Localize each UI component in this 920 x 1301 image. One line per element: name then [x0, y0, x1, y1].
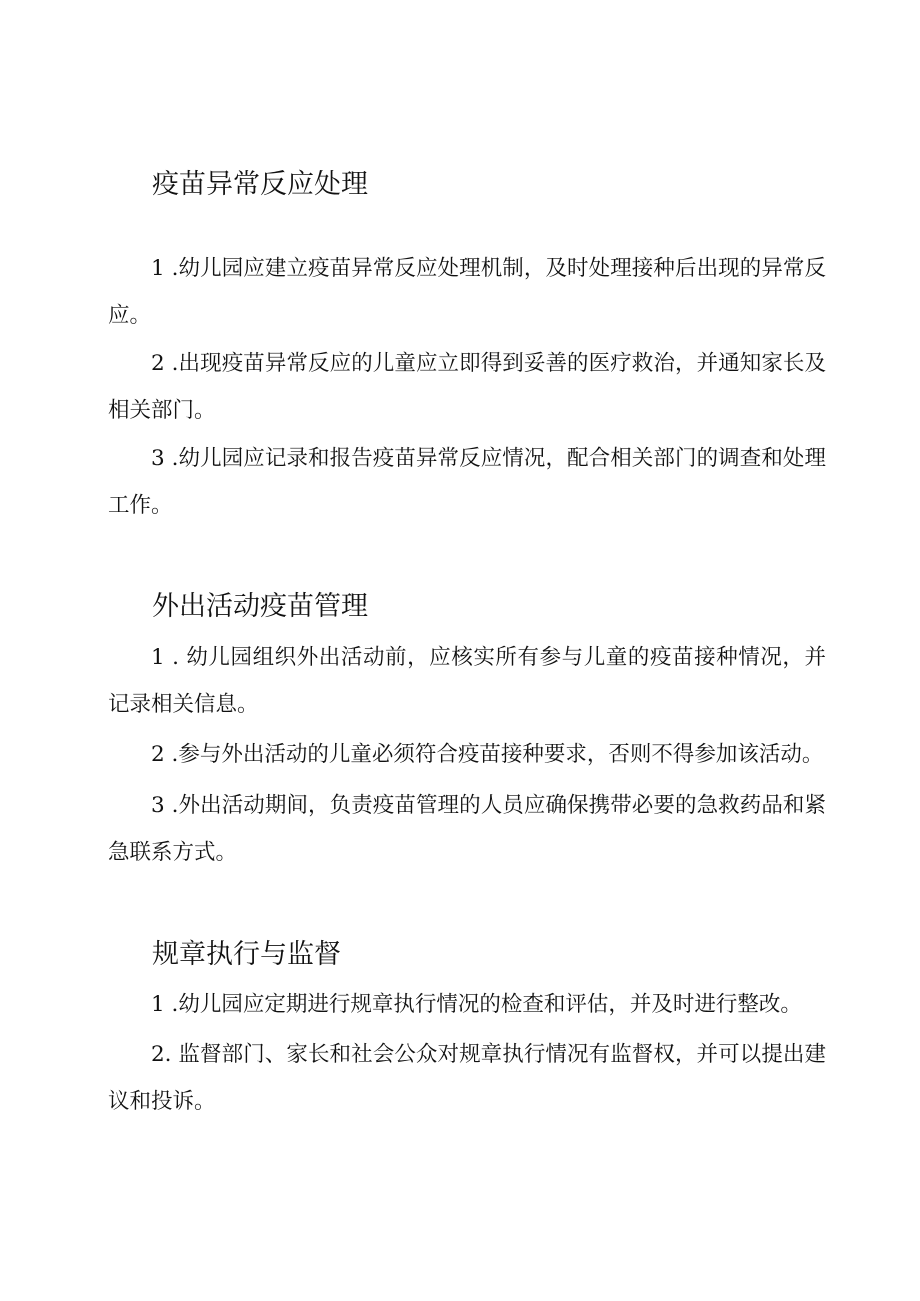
- section-2-item-1: 1 . 幼儿园组织外出活动前，应核实所有参与儿童的疫苗接种情况，并记录相关信息。: [108, 645, 826, 717]
- section-2-item-3: 3 .外出活动期间，负责疫苗管理的人员应确保携带必要的急救药品和紧急联系方式。: [108, 793, 826, 865]
- section-3-item-2: 2. 监督部门、家长和社会公众对规章执行情况有监督权，并可以提出建议和投诉。: [108, 1042, 826, 1114]
- section-title-outing-vaccine: 外出活动疫苗管理: [152, 591, 368, 622]
- section-3-item-1: 1 .幼儿园应定期进行规章执行情况的检查和评估，并及时进行整改。: [151, 992, 802, 1017]
- section-2-item-2: 2 .参与外出活动的儿童必须符合疫苗接种要求，否则不得参加该活动。: [151, 742, 824, 767]
- section-1-item-3: 3 .幼儿园应记录和报告疫苗异常反应情况，配合相关部门的调查和处理工作。: [108, 446, 826, 518]
- section-title-rule-enforcement: 规章执行与监督: [152, 939, 341, 970]
- section-title-vaccine-reaction: 疫苗异常反应处理: [152, 169, 368, 200]
- section-1-item-2: 2 .出现疫苗异常反应的儿童应立即得到妥善的医疗救治，并通知家长及相关部门。: [108, 351, 826, 423]
- section-1-item-1: 1 .幼儿园应建立疫苗异常反应处理机制，及时处理接种后出现的异常反应。: [108, 256, 826, 328]
